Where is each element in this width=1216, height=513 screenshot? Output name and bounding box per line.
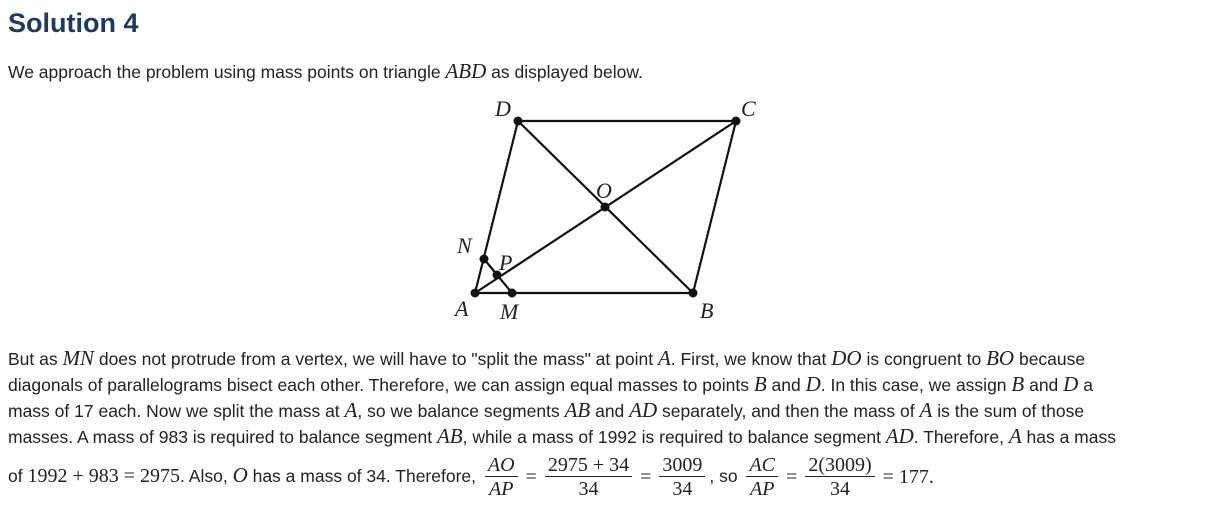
point-B — [689, 289, 698, 298]
solution-heading: Solution 4 — [8, 8, 139, 38]
intro-paragraph — [8, 58, 643, 85]
math-D: D — [805, 372, 821, 396]
text-run: . First, we know that — [670, 349, 832, 369]
body-line-5 — [8, 449, 938, 503]
text-run: a — [1078, 375, 1093, 395]
text-run: mass of 17 each. Now we split the mass at — [8, 401, 345, 421]
equals-sign: = — [525, 466, 537, 489]
point-C — [732, 117, 741, 126]
fraction-denominator: 34 — [659, 476, 705, 501]
fraction-numerator: AO — [487, 453, 515, 476]
text-run: is the sum of those — [932, 401, 1085, 421]
fraction-numerator: 2975 + 34 — [547, 453, 630, 476]
math-AB: AB — [564, 398, 591, 422]
label-D: D — [495, 96, 511, 121]
text-run: But as — [8, 349, 63, 369]
math-DO: DO — [831, 346, 862, 370]
equals-sign: = — [640, 466, 652, 489]
math-O: O — [232, 463, 248, 487]
text-run: diagonals of parallelograms bisect each other. Therefore, we can assign equal masses to points — [8, 375, 754, 395]
text-run: has a mass of 34. Therefore, — [247, 466, 481, 486]
point-M — [508, 289, 517, 298]
point-N — [480, 255, 489, 264]
fraction-denominator: 34 — [545, 476, 632, 501]
body-line-2 — [8, 371, 1093, 398]
math-B: B — [1011, 372, 1025, 396]
text-run: . In this case, we assign — [820, 375, 1012, 395]
text-run: , so we balance segments — [357, 401, 565, 421]
point-A — [471, 289, 480, 298]
body-line-1 — [8, 345, 1085, 372]
label-P: P — [499, 250, 513, 275]
final-result: = 177. — [882, 466, 934, 489]
math-AD: AD — [629, 398, 658, 422]
text-run: separately, and then the mass of — [657, 401, 920, 421]
label-O: O — [596, 178, 612, 203]
fraction-numerator: 2(3009) — [808, 453, 872, 476]
fraction-denominator: AP — [746, 476, 778, 501]
text-run: masses. A mass of 983 is required to balance segment — [8, 427, 437, 447]
body-line-4 — [8, 423, 1116, 450]
fraction-sum-over-34 — [545, 454, 632, 501]
math-D: D — [1063, 372, 1079, 396]
fraction-2x3009-over-34 — [805, 454, 874, 501]
text-run: and — [766, 375, 806, 395]
fraction-3009-over-34 — [659, 454, 705, 501]
label-N: N — [457, 233, 472, 258]
text-run: . Therefore, — [913, 427, 1009, 447]
math-A: A — [344, 398, 358, 422]
label-A: A — [455, 296, 469, 321]
text-run: has a mass — [1021, 427, 1116, 447]
text-run: is congruent to — [861, 349, 987, 369]
intro-text: We approach the problem using mass points on triangle — [8, 62, 446, 82]
math-AB: AB — [436, 424, 463, 448]
math-BO: BO — [986, 346, 1015, 370]
text-run: does not protrude from a vertex, we will have to "split the mass" at point — [93, 349, 658, 369]
equals-sign: = — [786, 466, 798, 489]
text-run: because — [1014, 349, 1086, 369]
label-M: M — [500, 299, 519, 324]
intro-text-end: as displayed below. — [486, 62, 643, 82]
math-A: A — [919, 398, 933, 422]
fraction-AC-over-AP — [746, 454, 778, 501]
point-D — [514, 117, 523, 126]
body-line-3 — [8, 397, 1084, 424]
fraction-numerator: 3009 — [662, 453, 703, 476]
fraction-numerator: AC — [749, 453, 776, 476]
text-run: and — [1024, 375, 1064, 395]
point-O — [601, 203, 610, 212]
text-run: , so — [709, 466, 743, 486]
fraction-denominator: AP — [485, 476, 518, 501]
label-C: C — [741, 96, 756, 121]
text-run: and — [590, 401, 630, 421]
fraction-AO-over-AP — [485, 454, 518, 501]
fraction-denominator: 34 — [805, 476, 874, 501]
math-MN: MN — [62, 346, 94, 370]
math-AD: AD — [885, 424, 914, 448]
parallelogram-diagram — [440, 92, 780, 326]
segment-BC — [693, 121, 736, 293]
text-run: . Also, — [180, 466, 233, 486]
text-run: of — [8, 466, 28, 486]
text-run: , while a mass of 1992 is required to balance segment — [462, 427, 886, 447]
math-A: A — [1008, 424, 1022, 448]
math-sum-expression: 1992 + 983 = 2975 — [27, 465, 181, 487]
intro-triangle: ABD — [445, 59, 487, 83]
math-B: B — [753, 372, 767, 396]
math-A: A — [657, 346, 671, 370]
label-B: B — [700, 298, 714, 323]
